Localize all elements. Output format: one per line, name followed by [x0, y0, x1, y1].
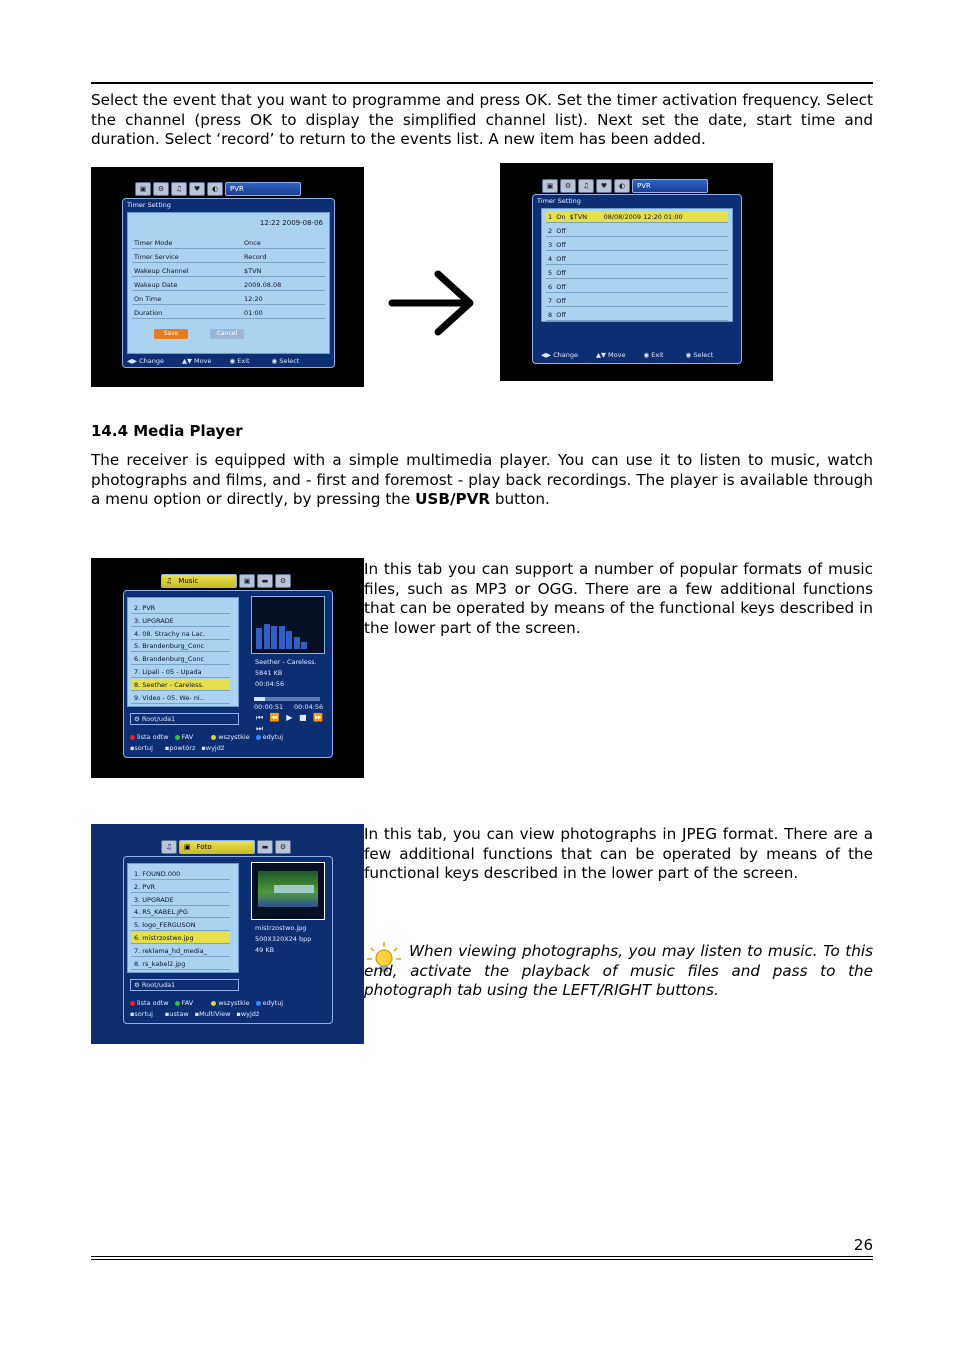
select-hint: ◉ Select: [271, 357, 300, 365]
arrow-right-icon: [388, 268, 478, 338]
timer-list-item[interactable]: 4 Off: [546, 253, 728, 265]
row-value: Once: [244, 239, 261, 247]
list-item[interactable]: 7. Lipali - 05 - Upada: [131, 666, 230, 678]
panel-title: Timer Setting: [127, 201, 171, 209]
list-item[interactable]: 1. FOUND.000: [131, 868, 230, 880]
spectrum-bar: [294, 637, 300, 649]
music-paragraph: In this tab you can support a number of popular formats of music files, such as MP3 or OGG. There are a few additional functions that can be operated by means of the functional keys described in the lower part of the screen.: [364, 560, 873, 637]
page-number: 26: [853, 1236, 873, 1254]
list-item[interactable]: 6. mistrzostwo.jpg: [131, 932, 230, 944]
tip-paragraph: When viewing photographs, you may listen to music. To this end, activate the playback of music files and pass to the photograph tab using the LEFT/RIGHT buttons.: [364, 942, 873, 1000]
list-item[interactable]: 9. Video - 05. We- ni..: [131, 692, 230, 704]
list-item[interactable]: 2. PVR: [131, 602, 230, 614]
progress-bar[interactable]: [254, 697, 320, 701]
row-value: 12:20: [244, 295, 263, 303]
intro-paragraph: Select the event that you want to programme and press OK. Set the timer activation frequency. Select the channel (press OK to display the simplified channel list). Next set the date, start time and duration. Select ‘record’ to return to the events list. A new item has been added.: [91, 91, 873, 149]
timer-list-item[interactable]: 6 Off: [546, 281, 728, 293]
tab-icon: ▬: [257, 840, 273, 854]
tab-bar: [161, 840, 291, 854]
tab-icon: ⚙: [275, 574, 291, 588]
change-hint: ◀▶ Change: [541, 351, 578, 359]
timer-list-screenshot: [500, 163, 773, 381]
spectrum-bar: [271, 626, 277, 649]
music-screenshot: [91, 558, 364, 778]
timer-setting-screenshot: [91, 167, 364, 387]
row-key: Wakeup Channel: [134, 267, 189, 275]
tab-icon: ⚙: [560, 179, 576, 193]
exit-hint: ◉ Exit: [229, 357, 250, 365]
tab-icon: ◐: [614, 179, 630, 193]
pvr-tab-label: PVR: [637, 182, 651, 190]
photo-screenshot: [91, 824, 364, 1044]
timer-row-5[interactable]: [132, 307, 325, 319]
music-tab-label: Music: [178, 577, 199, 585]
tab-icon: ♥: [596, 179, 612, 193]
usb-pvr-key: USB/PVR: [415, 490, 491, 509]
panel-title: Timer Setting: [537, 197, 581, 205]
timer-list-footer: [541, 351, 713, 359]
photo-file-list[interactable]: [127, 863, 239, 973]
exit-hint: ◉ Exit: [643, 351, 664, 359]
music-footer-1: lista odtw FAV wszystkie edytuj: [130, 733, 283, 741]
tab-icon: ▣: [542, 179, 558, 193]
music-file-list[interactable]: [127, 597, 239, 707]
list-item[interactable]: 3. UPGRADE: [131, 615, 230, 627]
timer-list-item[interactable]: 8 Off: [546, 309, 728, 321]
spectrum-bar: [256, 628, 262, 649]
tab-bar: [135, 182, 301, 196]
change-hint: ◀▶ Change: [127, 357, 164, 365]
list-item[interactable]: 5. Brandenburg_Conc: [131, 640, 230, 652]
timer-list-item[interactable]: 2 Off: [546, 225, 728, 237]
spectrum-bar: [301, 642, 307, 649]
elapsed-time: 00:00:51: [254, 703, 284, 711]
list-item[interactable]: 2. PVR: [131, 881, 230, 893]
now-playing-info: Seether - Careless. 5841 KB 00:04:56: [255, 658, 317, 688]
tab-bar: [161, 574, 291, 588]
row-key: Timer Mode: [134, 239, 173, 247]
section-heading: 14.4 Media Player: [91, 422, 243, 440]
row-key: Wakeup Date: [134, 281, 178, 289]
list-item[interactable]: 4. RS_KABEL.JPG: [131, 906, 230, 918]
pvr-tab-label: PVR: [230, 185, 244, 193]
tab-icon: ▣: [239, 574, 255, 588]
timer-list-item[interactable]: 7 Off: [546, 295, 728, 307]
tab-music: ♫ Music: [161, 574, 237, 588]
top-rule: [91, 82, 873, 84]
bottom-rule: [91, 1256, 873, 1257]
list-item[interactable]: 7. reklama_hd_media_: [131, 945, 230, 957]
row-value: 01:00: [244, 309, 263, 317]
timer-row-2[interactable]: [132, 265, 325, 277]
photo-panel: [123, 856, 333, 1024]
bottom-rule-2: [91, 1259, 873, 1260]
row-key: Duration: [134, 309, 163, 317]
row-key: On Time: [134, 295, 162, 303]
media-intro-paragraph: The receiver is equipped with a simple multimedia player. You can use it to listen to music, watch photographs and films, and - first and foremost - play back recordings. The player is available through a menu option or directly, by pressing the USB/PVR button.: [91, 451, 873, 509]
tab-icon: ♫: [161, 840, 177, 854]
save-button[interactable]: Save: [154, 329, 188, 339]
tab-icon: ⚙: [153, 182, 169, 196]
move-hint: ▲▼ Move: [181, 357, 212, 365]
photo-footer-1: lista odtw FAV wszystkie edytuj: [130, 999, 283, 1007]
timer-panel: [122, 198, 335, 368]
spectrum-bar: [264, 624, 270, 649]
photo-tab-label: Foto: [196, 843, 212, 851]
row-value: $TVN: [244, 267, 262, 275]
music-path: ⚙ Root/uda1: [130, 713, 239, 725]
timer-row-1[interactable]: [132, 251, 325, 263]
tab-icon: ◐: [207, 182, 223, 196]
music-footer-2: ▪sortuj ▪powtórz ▪wyjdź: [130, 744, 225, 752]
timer-list-item[interactable]: 5 Off: [546, 267, 728, 279]
tab-pvr: [632, 179, 708, 193]
photo-paragraph: In this tab, you can view photographs in JPEG format. There are a few additional functions that can be operated by means of the functional keys described in the lower part of the screen.: [364, 825, 873, 883]
tab-photo: ▣ Foto: [179, 840, 255, 854]
row-value: Record: [244, 253, 267, 261]
timer-list-item[interactable]: 1 On $TVN 08/08/2009 12:20 01:00: [546, 211, 728, 223]
timer-list-item[interactable]: 3 Off: [546, 239, 728, 251]
tab-icon: ⚙: [275, 840, 291, 854]
tab-icon: ♫: [171, 182, 187, 196]
row-value: 2009.08.08: [244, 281, 282, 289]
tab-pvr: [225, 182, 301, 196]
playback-controls[interactable]: ⏮ ⏪ ▶ ■ ⏩ ⏭: [256, 713, 326, 733]
datetime: 12:22 2009-08-06: [259, 219, 323, 227]
timer-row-0[interactable]: [132, 237, 325, 249]
tab-bar: [542, 179, 708, 193]
tab-icon: ♥: [189, 182, 205, 196]
timer-list[interactable]: [541, 208, 733, 322]
tab-icon: ▬: [257, 574, 273, 588]
tab-icon: ♫: [578, 179, 594, 193]
list-item[interactable]: 8. Seether - Careless.: [131, 679, 230, 691]
spectrum-bar: [286, 631, 292, 649]
timer-row-4[interactable]: [132, 293, 325, 305]
total-time: 00:04:56: [294, 703, 324, 711]
row-key: Timer Service: [134, 253, 179, 261]
move-hint: ▲▼ Move: [595, 351, 626, 359]
timer-form: [127, 212, 330, 354]
photo-path: ⚙ Root/uda1: [130, 979, 239, 991]
timer-row-3[interactable]: [132, 279, 325, 291]
photo-preview: [251, 862, 325, 920]
timer-list-panel: [532, 194, 742, 364]
spectrum-bar: [279, 626, 285, 649]
tab-icon: ▣: [135, 182, 151, 196]
list-item[interactable]: 4. 08. Strachy na Lac.: [131, 628, 230, 640]
spectrum-visualizer: [251, 596, 325, 654]
photo-info: mistrzostwo.jpg 500X320X24 bpp 49 KB: [255, 924, 312, 954]
list-item[interactable]: 8. rs_kabel2.jpg: [131, 958, 230, 970]
list-item[interactable]: 3. UPGRADE: [131, 894, 230, 906]
list-item[interactable]: 5. logo_FERGUSON: [131, 919, 230, 931]
list-item[interactable]: 6. Brandenburg_Conc: [131, 653, 230, 665]
photo-footer-2: ▪sortuj ▪ustaw ▪MultiView ▪wyjdź: [130, 1010, 260, 1018]
timer-footer: [127, 357, 299, 365]
music-panel: [123, 590, 333, 758]
cancel-button[interactable]: Cancel: [210, 329, 244, 339]
select-hint: ◉ Select: [685, 351, 714, 359]
